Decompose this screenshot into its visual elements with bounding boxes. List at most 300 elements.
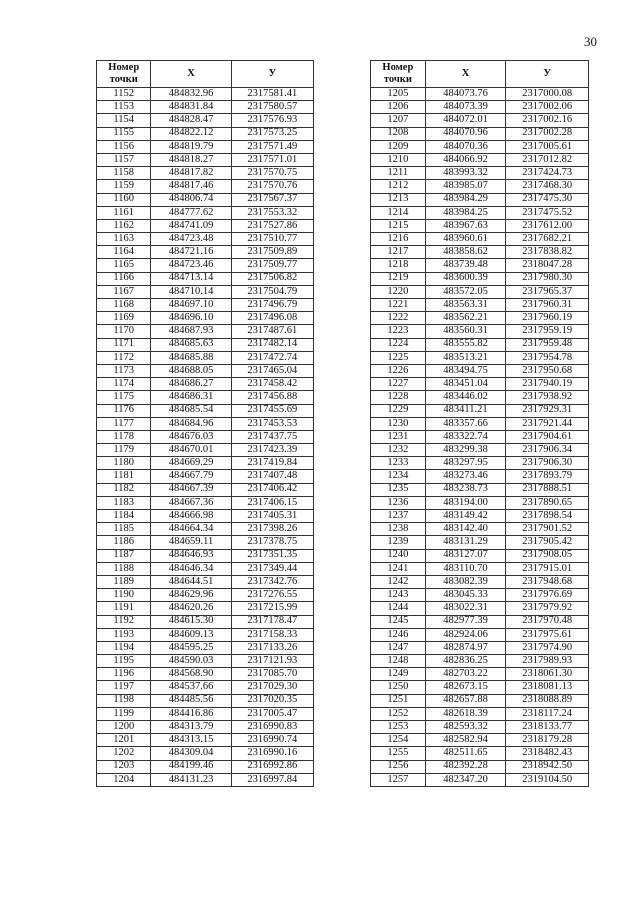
- table-row: [371, 88, 589, 101]
- point-number-cell: 1228: [371, 391, 426, 404]
- point-number-cell: 1240: [371, 549, 426, 562]
- y-cell: 2317908.05: [506, 549, 589, 562]
- coordinates-table-right: [370, 60, 589, 787]
- table-row: [371, 206, 589, 219]
- table-row: [97, 549, 314, 562]
- x-cell: 482874.97: [425, 641, 506, 654]
- x-cell: 483045.33: [425, 589, 506, 602]
- x-cell: 483494.75: [425, 364, 506, 377]
- x-cell: 483299.38: [425, 444, 506, 457]
- table-row: [97, 285, 314, 298]
- x-cell: 483131.29: [425, 536, 506, 549]
- table-row: [371, 483, 589, 496]
- y-cell: 2317980.30: [506, 272, 589, 285]
- y-cell: 2317571.01: [231, 153, 313, 166]
- y-cell: 2317475.30: [506, 193, 589, 206]
- point-number-cell: 1254: [371, 734, 426, 747]
- point-number-cell: 1184: [97, 510, 151, 523]
- y-cell: 2317504.79: [231, 285, 313, 298]
- point-number-cell: 1252: [371, 707, 426, 720]
- point-number-cell: 1161: [97, 206, 151, 219]
- table-row: [371, 219, 589, 232]
- y-cell: 2317002.28: [506, 127, 589, 140]
- y-cell: 2317020.35: [231, 694, 313, 707]
- x-cell: 484072.01: [425, 114, 506, 127]
- point-number-cell: 1256: [371, 760, 426, 773]
- table-row: [97, 180, 314, 193]
- x-cell: 484686.31: [151, 391, 231, 404]
- x-cell: 484066.92: [425, 153, 506, 166]
- y-cell: 2317938.92: [506, 391, 589, 404]
- x-cell: 483560.31: [425, 325, 506, 338]
- point-number-cell: 1165: [97, 259, 151, 272]
- y-cell: 2317979.92: [506, 602, 589, 615]
- x-cell: 484686.27: [151, 378, 231, 391]
- y-cell: 2317456.88: [231, 391, 313, 404]
- x-cell: 484313.15: [151, 734, 231, 747]
- table-row: [97, 219, 314, 232]
- y-cell: 2317029.30: [231, 681, 313, 694]
- y-cell: 2317570.76: [231, 180, 313, 193]
- x-cell: 484687.93: [151, 325, 231, 338]
- point-number-cell: 1187: [97, 549, 151, 562]
- table-row: [97, 206, 314, 219]
- table-row: [97, 167, 314, 180]
- x-cell: 483513.21: [425, 351, 506, 364]
- point-number-cell: 1242: [371, 575, 426, 588]
- table-row: [97, 259, 314, 272]
- point-number-cell: 1202: [97, 747, 151, 760]
- point-number-cell: 1192: [97, 615, 151, 628]
- point-number-cell: 1212: [371, 180, 426, 193]
- table-row: [97, 602, 314, 615]
- x-cell: 483411.21: [425, 404, 506, 417]
- y-cell: 2316990.74: [231, 734, 313, 747]
- x-cell: 484595.25: [151, 641, 231, 654]
- y-cell: 2317423.39: [231, 444, 313, 457]
- x-cell: 484313.79: [151, 721, 231, 734]
- x-cell: 483322.74: [425, 430, 506, 443]
- x-cell: 483993.32: [425, 167, 506, 180]
- point-number-cell: 1152: [97, 88, 151, 101]
- point-number-cell: 1223: [371, 325, 426, 338]
- x-cell: 484818.27: [151, 153, 231, 166]
- x-cell: 482673.15: [425, 681, 506, 694]
- table-row: [97, 773, 314, 786]
- table-row: [371, 114, 589, 127]
- x-cell: 484615.30: [151, 615, 231, 628]
- y-cell: 2318942.50: [506, 760, 589, 773]
- table-row: [97, 510, 314, 523]
- x-cell: 484070.36: [425, 140, 506, 153]
- point-number-cell: 1154: [97, 114, 151, 127]
- y-cell: 2317133.26: [231, 641, 313, 654]
- table-row: [97, 734, 314, 747]
- y-cell: 2319104.50: [506, 773, 589, 786]
- table-header-row: [371, 61, 589, 88]
- y-cell: 2317437.75: [231, 430, 313, 443]
- y-cell: 2317455.69: [231, 404, 313, 417]
- y-cell: 2317012.82: [506, 153, 589, 166]
- x-cell: 484817.82: [151, 167, 231, 180]
- point-number-cell: 1236: [371, 496, 426, 509]
- table-row: [371, 562, 589, 575]
- y-cell: 2317378.75: [231, 536, 313, 549]
- x-cell: 484073.39: [425, 101, 506, 114]
- point-number-cell: 1243: [371, 589, 426, 602]
- y-cell: 2317905.42: [506, 536, 589, 549]
- x-cell: 484644.51: [151, 575, 231, 588]
- x-cell: 484817.46: [151, 180, 231, 193]
- y-cell: 2317612.00: [506, 219, 589, 232]
- x-cell: 484667.36: [151, 496, 231, 509]
- point-number-cell: 1224: [371, 338, 426, 351]
- y-cell: 2317906.34: [506, 444, 589, 457]
- table-row: [97, 760, 314, 773]
- point-number-cell: 1159: [97, 180, 151, 193]
- table-row: [371, 391, 589, 404]
- point-number-cell: 1245: [371, 615, 426, 628]
- point-number-cell: 1198: [97, 694, 151, 707]
- x-cell: 484806.74: [151, 193, 231, 206]
- point-number-cell: 1190: [97, 589, 151, 602]
- table-row: [371, 681, 589, 694]
- table-row: [371, 641, 589, 654]
- point-number-cell: 1183: [97, 496, 151, 509]
- table-row: [371, 523, 589, 536]
- y-cell: 2317906.30: [506, 457, 589, 470]
- point-number-cell: 1233: [371, 457, 426, 470]
- x-cell: 484696.10: [151, 312, 231, 325]
- x-cell: 483984.29: [425, 193, 506, 206]
- y-cell: 2317509.77: [231, 259, 313, 272]
- x-cell: 484828.47: [151, 114, 231, 127]
- table-row: [371, 510, 589, 523]
- y-cell: 2317904.61: [506, 430, 589, 443]
- x-cell: 484669.29: [151, 457, 231, 470]
- y-cell: 2316990.83: [231, 721, 313, 734]
- table-row: [371, 694, 589, 707]
- point-number-cell: 1197: [97, 681, 151, 694]
- table-row: [97, 404, 314, 417]
- point-number-cell: 1168: [97, 299, 151, 312]
- point-number-cell: 1185: [97, 523, 151, 536]
- x-cell: 482511.65: [425, 747, 506, 760]
- y-cell: 2317553.32: [231, 206, 313, 219]
- table-row: [371, 325, 589, 338]
- x-cell: 483022.31: [425, 602, 506, 615]
- x-cell: 484537.66: [151, 681, 231, 694]
- point-number-cell: 1200: [97, 721, 151, 734]
- x-cell: 483082.39: [425, 575, 506, 588]
- point-number-cell: 1215: [371, 219, 426, 232]
- point-number-cell: 1241: [371, 562, 426, 575]
- point-number-cell: 1176: [97, 404, 151, 417]
- point-number-cell: 1257: [371, 773, 426, 786]
- y-cell: 2317005.61: [506, 140, 589, 153]
- x-cell: 483451.04: [425, 378, 506, 391]
- y-cell: 2317959.48: [506, 338, 589, 351]
- x-cell: 483984.25: [425, 206, 506, 219]
- table-row: [97, 470, 314, 483]
- y-cell: 2317458.42: [231, 378, 313, 391]
- table-row: [371, 575, 589, 588]
- point-number-cell: 1226: [371, 364, 426, 377]
- point-number-cell: 1179: [97, 444, 151, 457]
- x-cell: 484199.46: [151, 760, 231, 773]
- table-row: [97, 523, 314, 536]
- y-cell: 2317351.35: [231, 549, 313, 562]
- point-number-cell: 1156: [97, 140, 151, 153]
- point-number-cell: 1188: [97, 562, 151, 575]
- x-cell: 482836.25: [425, 655, 506, 668]
- y-cell: 2317950.68: [506, 364, 589, 377]
- y-cell: 2317510.77: [231, 233, 313, 246]
- x-cell: 483149.42: [425, 510, 506, 523]
- table-row: [371, 457, 589, 470]
- point-number-cell: 1182: [97, 483, 151, 496]
- y-cell: 2316992.86: [231, 760, 313, 773]
- y-cell: 2317576.93: [231, 114, 313, 127]
- x-cell: 482703.22: [425, 668, 506, 681]
- y-cell: 2316990.16: [231, 747, 313, 760]
- y-cell: 2317496.79: [231, 299, 313, 312]
- x-cell: 484713.14: [151, 272, 231, 285]
- header-point-number-line1: Номер: [108, 61, 140, 73]
- y-cell: 2317975.61: [506, 628, 589, 641]
- table-row: [97, 536, 314, 549]
- table-row: [97, 140, 314, 153]
- y-cell: 2317349.44: [231, 562, 313, 575]
- x-cell: 484685.54: [151, 404, 231, 417]
- point-number-cell: 1231: [371, 430, 426, 443]
- x-cell: 484659.11: [151, 536, 231, 549]
- point-number-cell: 1219: [371, 272, 426, 285]
- y-cell: 2317158.33: [231, 628, 313, 641]
- y-cell: 2317475.52: [506, 206, 589, 219]
- point-number-cell: 1230: [371, 417, 426, 430]
- table-row: [371, 773, 589, 786]
- y-cell: 2317527.86: [231, 219, 313, 232]
- point-number-cell: 1229: [371, 404, 426, 417]
- x-cell: 484416.86: [151, 707, 231, 720]
- point-number-cell: 1253: [371, 721, 426, 734]
- point-number-cell: 1193: [97, 628, 151, 641]
- y-cell: 2317005.47: [231, 707, 313, 720]
- x-cell: 484309.04: [151, 747, 231, 760]
- table-row: [371, 615, 589, 628]
- x-cell: 483985.07: [425, 180, 506, 193]
- table-row: [371, 430, 589, 443]
- point-number-cell: 1178: [97, 430, 151, 443]
- table-row: [97, 299, 314, 312]
- point-number-cell: 1207: [371, 114, 426, 127]
- point-number-cell: 1209: [371, 140, 426, 153]
- table-row: [371, 470, 589, 483]
- y-cell: 2317215.99: [231, 602, 313, 615]
- x-cell: 484723.48: [151, 233, 231, 246]
- point-number-cell: 1155: [97, 127, 151, 140]
- point-number-cell: 1160: [97, 193, 151, 206]
- x-cell: 483127.07: [425, 549, 506, 562]
- y-cell: 2317178.47: [231, 615, 313, 628]
- point-number-cell: 1204: [97, 773, 151, 786]
- y-cell: 2317901.52: [506, 523, 589, 536]
- point-number-cell: 1218: [371, 259, 426, 272]
- point-number-cell: 1238: [371, 523, 426, 536]
- x-cell: 483563.31: [425, 299, 506, 312]
- point-number-cell: 1248: [371, 655, 426, 668]
- table-row: [371, 127, 589, 140]
- x-cell: 484666.98: [151, 510, 231, 523]
- point-number-cell: 1255: [371, 747, 426, 760]
- point-number-cell: 1222: [371, 312, 426, 325]
- table-row: [97, 694, 314, 707]
- point-number-cell: 1175: [97, 391, 151, 404]
- y-cell: 2317898.54: [506, 510, 589, 523]
- y-cell: 2318133.77: [506, 721, 589, 734]
- table-row: [97, 351, 314, 364]
- table-row: [371, 351, 589, 364]
- y-cell: 2317085.70: [231, 668, 313, 681]
- x-cell: 483273.46: [425, 470, 506, 483]
- point-number-cell: 1172: [97, 351, 151, 364]
- y-cell: 2317406.42: [231, 483, 313, 496]
- table-row: [97, 272, 314, 285]
- x-cell: 483297.95: [425, 457, 506, 470]
- point-number-cell: 1167: [97, 285, 151, 298]
- y-cell: 2318047.28: [506, 259, 589, 272]
- x-cell: 482392.28: [425, 760, 506, 773]
- y-cell: 2317424.73: [506, 167, 589, 180]
- x-cell: 483238.73: [425, 483, 506, 496]
- point-number-cell: 1239: [371, 536, 426, 549]
- x-cell: 483572.05: [425, 285, 506, 298]
- x-cell: 484073.76: [425, 88, 506, 101]
- table-row: [97, 378, 314, 391]
- header-point-number-line2: точки: [383, 74, 412, 85]
- table-row: [371, 259, 589, 272]
- x-cell: 484131.23: [151, 773, 231, 786]
- table-row: [97, 114, 314, 127]
- x-cell: 484721.16: [151, 246, 231, 259]
- y-cell: 2318482.43: [506, 747, 589, 760]
- x-cell: 484777.62: [151, 206, 231, 219]
- point-number-cell: 1225: [371, 351, 426, 364]
- point-number-cell: 1220: [371, 285, 426, 298]
- y-cell: 2317682.21: [506, 233, 589, 246]
- table-row: [371, 246, 589, 259]
- x-cell: 484819.79: [151, 140, 231, 153]
- y-cell: 2317472.74: [231, 351, 313, 364]
- point-number-cell: 1221: [371, 299, 426, 312]
- table-row: [97, 430, 314, 443]
- point-number-cell: 1246: [371, 628, 426, 641]
- table-row: [97, 391, 314, 404]
- table-row: [97, 681, 314, 694]
- point-number-cell: 1163: [97, 233, 151, 246]
- y-cell: 2317893.79: [506, 470, 589, 483]
- table-row: [97, 655, 314, 668]
- x-cell: 482347.20: [425, 773, 506, 786]
- header-x: Х: [425, 61, 506, 88]
- x-cell: 484590.03: [151, 655, 231, 668]
- point-number-cell: 1158: [97, 167, 151, 180]
- y-cell: 2317948.68: [506, 575, 589, 588]
- point-number-cell: 1194: [97, 641, 151, 654]
- table-row: [97, 246, 314, 259]
- x-cell: 484676.03: [151, 430, 231, 443]
- x-cell: 483562.21: [425, 312, 506, 325]
- table-row: [97, 325, 314, 338]
- page-number: 30: [584, 34, 597, 49]
- x-cell: 484723.46: [151, 259, 231, 272]
- point-number-cell: 1157: [97, 153, 151, 166]
- y-cell: 2317890.65: [506, 496, 589, 509]
- table-row: [371, 747, 589, 760]
- table-row: [371, 417, 589, 430]
- point-number-cell: 1227: [371, 378, 426, 391]
- table-row: [97, 417, 314, 430]
- table-row: [371, 364, 589, 377]
- y-cell: 2317121.93: [231, 655, 313, 668]
- table-row: [371, 549, 589, 562]
- y-cell: 2317921.44: [506, 417, 589, 430]
- y-cell: 2317342.76: [231, 575, 313, 588]
- y-cell: 2317960.31: [506, 299, 589, 312]
- x-cell: 484832.96: [151, 88, 231, 101]
- y-cell: 2317405.31: [231, 510, 313, 523]
- table-row: [97, 364, 314, 377]
- table-row: [97, 483, 314, 496]
- y-cell: 2317482.14: [231, 338, 313, 351]
- x-cell: 484710.14: [151, 285, 231, 298]
- point-number-cell: 1174: [97, 378, 151, 391]
- x-cell: 482657.88: [425, 694, 506, 707]
- x-cell: 484822.12: [151, 127, 231, 140]
- header-x: Х: [151, 61, 231, 88]
- point-number-cell: 1208: [371, 127, 426, 140]
- x-cell: 483142.40: [425, 523, 506, 536]
- x-cell: 484831.84: [151, 101, 231, 114]
- y-cell: 2318088.89: [506, 694, 589, 707]
- x-cell: 484664.34: [151, 523, 231, 536]
- table-row: [371, 628, 589, 641]
- table-row: [97, 153, 314, 166]
- table-row: [97, 575, 314, 588]
- y-cell: 2317506.82: [231, 272, 313, 285]
- y-cell: 2317929.31: [506, 404, 589, 417]
- header-point-number: [97, 61, 151, 88]
- point-number-cell: 1191: [97, 602, 151, 615]
- table-row: [371, 285, 589, 298]
- y-cell: 2317915.01: [506, 562, 589, 575]
- table-row: [97, 747, 314, 760]
- y-cell: 2317974.90: [506, 641, 589, 654]
- table-row: [371, 378, 589, 391]
- table-row: [97, 444, 314, 457]
- point-number-cell: 1214: [371, 206, 426, 219]
- point-number-cell: 1153: [97, 101, 151, 114]
- y-cell: 2318061.30: [506, 668, 589, 681]
- y-cell: 2317398.26: [231, 523, 313, 536]
- x-cell: 483600.39: [425, 272, 506, 285]
- table-row: [97, 338, 314, 351]
- y-cell: 2318081.13: [506, 681, 589, 694]
- x-cell: 483967.63: [425, 219, 506, 232]
- point-number-cell: 1216: [371, 233, 426, 246]
- y-cell: 2317960.19: [506, 312, 589, 325]
